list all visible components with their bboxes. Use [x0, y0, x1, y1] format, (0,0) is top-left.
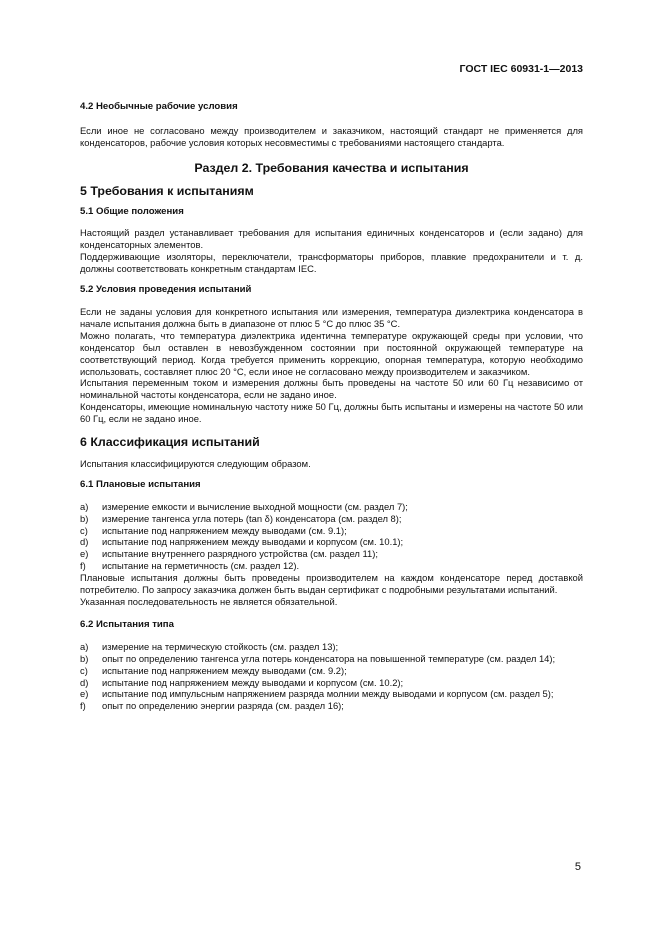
standard-code: ГОСТ IEC 60931-1—2013	[459, 63, 583, 75]
list-item: c) испытание под напряжением между выводами (см. 9.2);	[80, 664, 347, 676]
list-item: a) измерение емкости и вычисление выходной мощности (см. раздел 7);	[80, 500, 408, 512]
heading-6-2: 6.2 Испытания типа	[80, 618, 174, 630]
page-number: 5	[574, 861, 581, 873]
paragraph: Плановые испытания должны быть проведены производителем на каждом конденсаторе перед доставкой потребителю. По запросу заказчика должен быть выдан сертификат с подробными результатами испытаний.	[80, 572, 583, 596]
heading-5: 5 Требования к испытаниям	[80, 183, 254, 198]
heading-5-2: 5.2 Условия проведения испытаний	[80, 284, 252, 296]
paragraph: Можно полагать, что температура диэлектрика идентична температуре окружающей среды при условии, что конденсатор был оставлен в невозбужденном состоянии при постоянной окружающей температуре на соответствующий период. Когда требуется применить коррекцию, опорная температура, которую необходимо использовать, составляет плюс 20 °С, если иное не согласовано между производителем и заказчиком.	[80, 329, 583, 377]
list-item: e) испытание под импульсным напряжением разряда молнии между выводами и корпусом (см. раздел 5);	[80, 688, 554, 700]
list-item: b) опыт по определению тангенса угла потерь конденсатора на повышенной температуре (см. раздел 14);	[80, 652, 556, 664]
list-item: b) измерение тангенса угла потерь (tan δ) конденсатора (см. раздел 8);	[80, 512, 402, 524]
heading-6: 6 Классификация испытаний	[80, 435, 260, 450]
planned-tests-list	[80, 501, 583, 572]
heading-5-1: 5.1 Общие положения	[80, 205, 184, 217]
paragraph: Испытания классифицируются следующим образом.	[80, 457, 311, 469]
paragraph: Настоящий раздел устанавливает требования для испытания единичных конденсаторов и (если задано) для конденсаторных элементов.	[80, 227, 583, 251]
paragraph: Если не заданы условия для конкретного испытания или измерения, температура диэлектрика конденсатора в начале испытания должна быть в диапазоне от плюс 5 °С до плюс 35 °С.	[80, 305, 583, 329]
paragraph: Конденсаторы, имеющие номинальную частоту ниже 50 Гц, должны быть испытаны и измерены на частоте 50 или 60 Гц, если не задано иное.	[80, 401, 583, 425]
list-item: d) испытание под напряжением между выводами и корпусом (см. 10.1);	[80, 536, 404, 548]
heading-4-2: 4.2 Необычные рабочие условия	[80, 101, 238, 112]
list-item: c) испытание под напряжением между выводами (см. 9.1);	[80, 524, 347, 536]
list-item: a) измерение на термическую стойкость (см. раздел 13);	[80, 640, 339, 652]
heading-6-1: 6.1 Плановые испытания	[80, 478, 201, 490]
list-item: d) испытание под напряжением между выводами и корпусом (см. 10.2);	[80, 676, 404, 688]
list-item: f) испытание на герметичность (см. раздел 12).	[80, 560, 300, 572]
paragraph: Испытания переменным током и измерения должны быть проведены на частоте 50 или 60 Гц независимо от номинальной частоты конденсатора, если не задано иное.	[80, 377, 583, 401]
paragraph: Если иное не согласовано между производителем и заказчиком, настоящий стандарт не применяется для конденсаторов, рабочие условия которых несовместимы с требованиями настоящего стандарта.	[80, 124, 583, 148]
paragraph: Поддерживающие изоляторы, переключатели, трансформаторы приборов, плавкие предохранители и т. д. должны соответствовать конкретным стандартам IEC.	[80, 251, 583, 275]
page-content	[80, 101, 583, 712]
part-2-title: Раздел 2. Требования качества и испытания	[194, 160, 469, 175]
type-tests-list	[80, 641, 583, 712]
list-item: f) опыт по определению энергии разряда (см. раздел 16);	[80, 700, 344, 712]
paragraph: Указанная последовательность не является обязательной.	[80, 596, 338, 607]
list-item: e) испытание внутреннего разрядного устройства (см. раздел 11);	[80, 548, 378, 560]
